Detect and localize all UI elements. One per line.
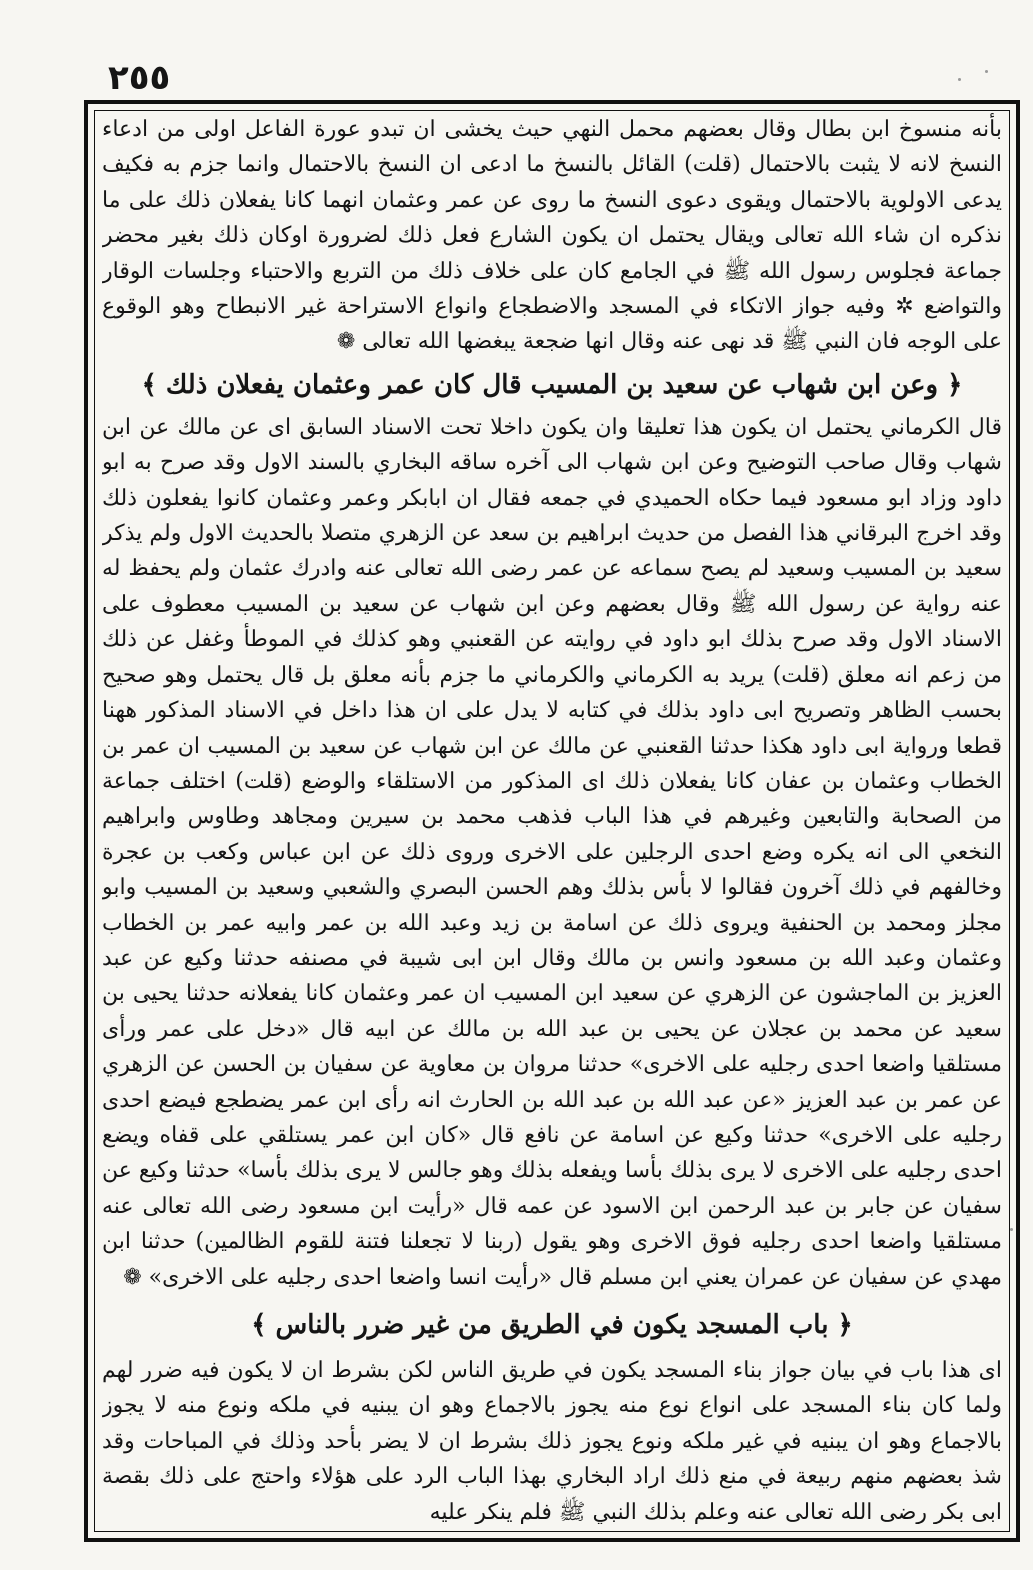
commentary-paragraph-2: قال الكرماني يحتمل ان يكون هذا تعليقا وان يكون داخلا تحت الاسناد السابق اى عن مالك عن ابن شهاب وقال صاحب التوضيح وعن ابن شهاب الى آخره ساقه البخاري بالسند الاول وقد صرح به ابو داود وزاد ابو مسعود فيما حكاه الحميدي في جمعه فقال ان ابابكر وعمر وعثمان كانوا يفعلون ذلك وقد اخرج البرقاني هذا الفصل من حديث ابراهيم بن سعد عن الزهري متصلا بالحديث الاول ولم يذكر سعيد بن المسيب وسعيد لم يصح سماعه عن عمر رضى الله تعالى عنه وادرك عثمان ولم يحفظ له عنه رواية عن رسول الله ﷺ وقال بعضهم وعن ابن شهاب عن سعيد بن المسيب معطوف على الاسناد الاول وقد صرح بذلك ابو داود في روايته عن القعنبي وهو كذلك في الموطأ وغفل عن ذلك من زعم انه معلق (قلت) يريد به الكرماني والكرماني ما جزم بأنه معلق بل قال يحتمل وهو صحيح بحسب الظاهر وتصريح ابى داود بذلك في كتابه لا يدل على ان هذا داخل في الاسناد المذكور ههنا قطعا ورواية ابى داود هكذا حدثنا القعنبي عن مالك عن ابن شهاب عن سعيد بن المسيب ان عمر بن الخطاب وعثمان بن عفان كانا يفعلان ذلك اى المذكور من الاستلقاء والوضع (قلت) اختلف جماعة من الصحابة والتابعين وغيرهم في هذا الباب فذهب محمد بن سيرين ومجاهد وطاوس وابراهيم النخعي الى انه يكره وضع احدى الرجلين على الاخرى وروى ذلك عن ابن عباس وكعب بن عجرة وخالفهم في ذلك آخرون فقالوا لا بأس بذلك وهم الحسن البصري والشعبي وسعيد بن المسيب وابو مجلز ومحمد بن الحنفية ويروى ذلك عن اسامة بن زيد وعبد الله بن عمر وابيه عمر بن الخطاب وعثمان وعبد الله بن مسعود وانس بن مالك وقال ابن ابى شيبة في مصنفه حدثنا وكيع عن عبد العزيز بن الماجشون عن الزهري عن سعيد ابن المسيب ان عمر وعثمان كانا يفعلانه حدثنا يحيى بن سعيد عن محمد بن عجلان عن يحيى بن عبد الله بن مالك عن ابيه قال «دخل على عمر ورأى مستلقيا واضعا احدى رجليه على الاخرى» حدثنا مروان بن معاوية عن سفيان بن الحسن عن الزهري عن عمر بن عبد العزيز «عن عبد الله بن عبد الله بن الحارث انه رأى ابن عمر يضطجع فيضع احدى رجليه على الاخرى» حدثنا وكيع عن اسامة عن نافع قال «كان ابن عمر يستلقي على قفاه ويضع احدى رجليه على الاخرى لا يرى بذلك بأسا ويفعله بذلك وهو جالس لا يرى بذلك بأسا» حدثنا وكيع عن سفيان عن جابر بن عبد الرحمن ابن الاسود عن عمه قال «رأيت ابن مسعود رضى الله تعالى عنه مستلقيا واضعا احدى رجليه فوق الاخرى وهو يقول (ربنا لا تجعلنا فتنة للقوم الظالمين) حدثنا ابن مهدي عن سفيان عن عمران يعني ابن مسلم قال «رأيت انسا واضعا احدى رجليه على الاخرى» ❁ [102,414,1002,1290]
hadith-heading: ﴿ وعن ابن شهاب عن سعيد بن المسيب قال كان عمر وعثمان يفعلان ذلك ﴾ [141,369,963,400]
scan-speck [958,78,961,81]
page-body [102,112,1002,1524]
chapter-heading: ﴿ باب المسجد يكون في الطريق من غير ضرر بالناس ﴾ [251,1310,853,1340]
page-number: ٢٥٥ [108,58,171,98]
commentary-paragraph-3: اى هذا باب في بيان جواز بناء المسجد يكون في طريق الناس لكن بشرط ان لا يكون فيه ضرر لهم ولما كان بناء المسجد على انواع نوع منه يجوز بالاجماع وهو ان يبنيه في ملكه ونوع منه لا يجوز بالاجماع وهو ان يبنيه في غير ملكه ونوع يجوز ذلك بشرط ان لا يضر بأحد وذلك في المباحات وقد شذ بعضهم منهم ربيعة في منع ذلك اراد البخاري بهذا الباب الرد على هؤلاء واحتج على ذلك بقصة ابى بكر رضى الله تعالى عنه وعلم بذلك النبي ﷺ فلم ينكر عليه [102,1358,1002,1524]
scan-speck [985,70,988,73]
commentary-paragraph-1: بأنه منسوخ ابن بطال وقال بعضهم محمل النهي حيث يخشى ان تبدو عورة الفاعل اولى من ادعاء النسخ لانه لا يثبت بالاحتمال (قلت) القائل بالنسخ ما ادعى ان النسخ بالاحتمال وانما جزم به فكيف يدعى الاولوية بالاحتمال ويقوى دعوى النسخ ما روى عن عمر وعثمان انهما كانا يفعلان ذلك على ما نذكره ان شاء الله تعالى ويقال يحتمل ان يكون الشارع فعل ذلك لضرورة اوكان ذلك بغير محضر جماعة فجلوس رسول الله ﷺ في الجامع كان على خلاف ذلك من التربع والاحتباء وجلسات الوقار والتواضع ✲ وفيه جواز الاتكاء في المسجد والاضطجاع وانواع الاستراحة غير الانبطاح وهو الوقوع على الوجه فان النبي ﷺ قد نهى عنه وقال انها ضجعة يبغضها الله تعالى ❁ [102,117,1002,355]
scan-speck [1010,1228,1013,1231]
